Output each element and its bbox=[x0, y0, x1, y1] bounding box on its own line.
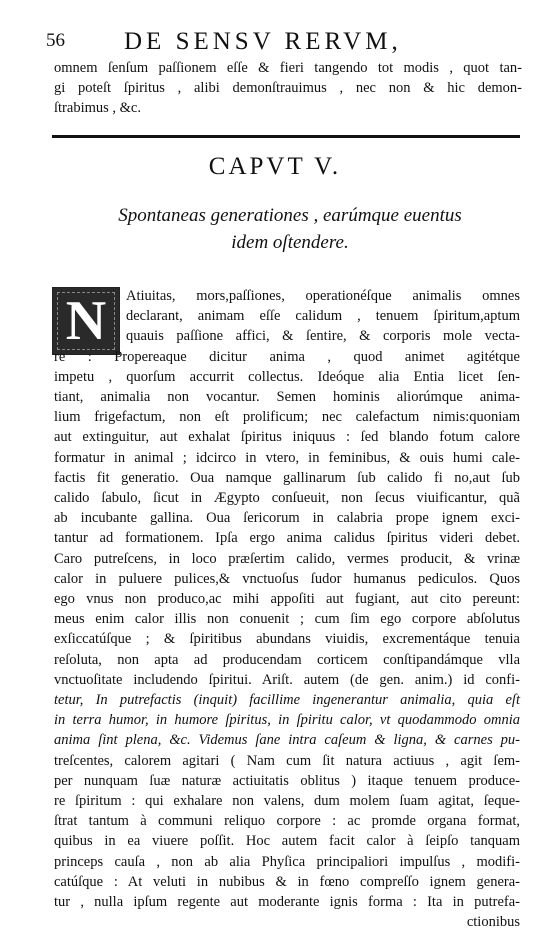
text-line: re : Propereaque dicitur anima , quod animet agitétque bbox=[54, 348, 520, 365]
text-line: ſtrabimus , &c. bbox=[54, 100, 141, 116]
page-header bbox=[46, 26, 516, 56]
text-line: vnctuoſitate includendo ſpiritui. Ariſt. autem (de gen. anim.) id confi- bbox=[54, 671, 520, 688]
text-line: exſiccatúſque ; & ſpiritibus abundans viuidis, excrementáque tenuia bbox=[54, 631, 520, 648]
text-line: declarant, animam eſſe calidum , tenuem ſpiritum,aptum bbox=[126, 308, 520, 325]
text-line: lium frigefactum, non eſt prolificum; nec calefactum nimis:quoniam bbox=[54, 409, 520, 426]
text-line: catúſque : At veluti in nubibus & in fœno compreſſo ignem genera- bbox=[54, 873, 520, 890]
text-line: calor in puluere pulices,& vnctuoſus ſudor humanus pediculos. Quos bbox=[54, 570, 520, 587]
text-line: quibus in ea viuere poſſit. Hoc autem facit calor à ſeipſo tanquam bbox=[54, 833, 520, 850]
chapter-subtitle bbox=[60, 202, 520, 256]
initial-letter: N bbox=[65, 290, 107, 352]
text-line: re ſpiritum : qui exhalare non valens, dum molem ſuam agitat, ſeque- bbox=[54, 793, 520, 810]
text-line: Caro putreſcens, in loco præſertim calido, vermes producit, & vrinæ bbox=[54, 550, 520, 567]
text-line: treſcentes, calorem agitari ( Nam cum ſit natura actiuus , agit ſem- bbox=[54, 752, 520, 769]
text-line: formatur in animal ; idcirco in vtero, in feminibus, & ouis humi cale- bbox=[54, 449, 520, 466]
text-line: princeps cauſa , non ab alia Phyſica principaliori impulſus , modifi- bbox=[54, 853, 520, 870]
text-line: tur , nulla ipſum regente aut moderante ignis forma : Ita in putrefa- bbox=[54, 894, 520, 911]
continuation-paragraph bbox=[54, 58, 522, 118]
subtitle-line: Spontaneas generationes , earúmque euentus bbox=[118, 205, 462, 226]
chapter-heading: CAPVT V. bbox=[208, 153, 342, 180]
section-divider bbox=[52, 135, 520, 138]
text-line: meus enim calor illis non conuenit ; cum ſim ego corpore abſolutus bbox=[54, 611, 520, 628]
text-line: Atiuitas, mors,paſſiones, operationéſque animalis omnes bbox=[126, 288, 520, 304]
text-line: omnem ſenſum paſſionem eſſe & fieri tangendo tot modis , quot tan- bbox=[54, 60, 522, 76]
text-line: gi poteſt ſpiritus , alibi demonſtrauimus , nec non & hic demon- bbox=[54, 80, 522, 96]
text-line: per nunquam ſuæ naturæ actiuitatis oblitus ) itaque tenuem produce- bbox=[54, 772, 520, 789]
page-number: 56 bbox=[46, 30, 65, 51]
text-line: ſtrat tantum à communi reliquo corpore : ac promde organa format, bbox=[54, 813, 520, 830]
text-line: impetu , quorſum accurrit collectus. Ideóque alia Entia licet ſen- bbox=[54, 368, 520, 385]
text-line: tiant, animalia non vocantur. Semen hominis aliorúmque anima- bbox=[54, 389, 520, 406]
text-line: factis fit generatio. Oua namque gallinarum ſub calido fi no,aut ſub bbox=[54, 469, 520, 486]
running-title: DE SENSV RERVM, bbox=[124, 28, 402, 55]
text-line: aut extinguitur, aut exhalat ſpiritus iniquus : ſed blando fotum calore bbox=[54, 429, 520, 446]
text-line: ctionibus bbox=[466, 914, 520, 931]
text-line: ego vnus non produco,ac mihi appoſiti aut fugiant, aut cito pereunt: bbox=[54, 591, 520, 608]
chapter-body bbox=[54, 286, 520, 933]
subtitle-line: idem oſtendere. bbox=[231, 232, 349, 253]
text-line: in terra humor, in humore ſpiritus, in ſpiritu calor, vt quodammodo omnia bbox=[54, 712, 520, 729]
text-line: reſoluta, non apta ad producendam corticem conſtipandámque vlla bbox=[54, 651, 520, 668]
text-line: calido ſabulo, ſicut in Ægypto conſueuit, non ſecus viuificantur, quã bbox=[54, 490, 520, 507]
text-line: tetur, In putrefactis (inquit) facillime ingenerantur animalia, quia eſt bbox=[54, 692, 520, 709]
text-line: ab incubante gallina. Oua ſericorum in calabria prope ignem exci- bbox=[54, 510, 520, 527]
text-line: anima ſint plena, &c. Videmus ſane intra caſeum & ligna, & carnes pu- bbox=[54, 732, 520, 749]
text-line: quauis paſſione affici, & ſentire, & corporis mole vecta- bbox=[126, 328, 520, 345]
text-line: tantur ad formationem. Ipſa ergo anima calidus ſpiritus videri debet. bbox=[54, 530, 520, 547]
